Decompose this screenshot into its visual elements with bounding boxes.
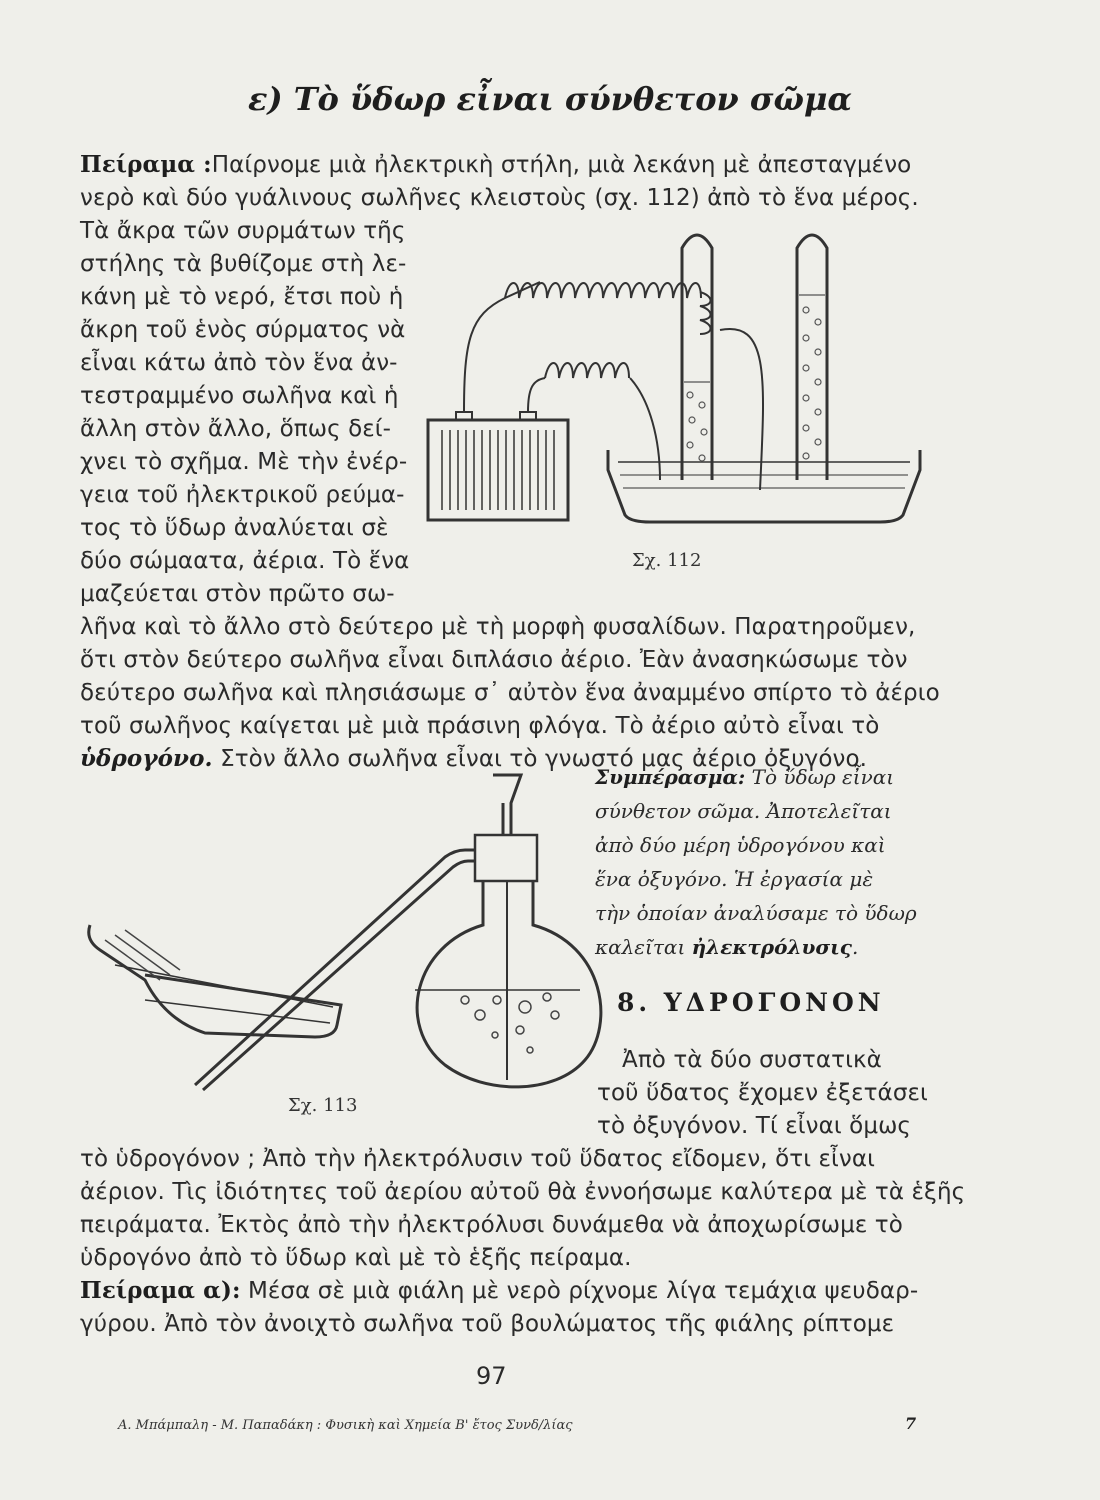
tube-right: [797, 235, 827, 480]
electrolysis-term: ἠλεκτρόλυσις: [691, 935, 852, 959]
paragraph-line: γεια τοῦ ἠλεκτρικοῦ ρεύμα-: [80, 482, 405, 508]
conclusion-label: Συμπέρασμα:: [595, 765, 746, 789]
conclusion-line: ἀπὸ δύο μέρη ὑδρογόνου καὶ: [595, 833, 886, 857]
paragraph-line: ἄλλη στὸν ἄλλο, ὅπως δεί-: [80, 416, 392, 442]
paragraph-line: νερὸ καὶ δύο γυάλινους σωλῆνες κλειστοὺς (σχ. 112) ἀπὸ τὸ ἕνα μέρος.: [80, 185, 919, 211]
funnel: [493, 775, 521, 835]
paragraph-line: πειράματα. Ἐκτὸς ἀπὸ τὴν ἠλεκτρόλυσι δυνάμεθα νὰ ἀποχωρίσωμε τὸ: [80, 1212, 903, 1238]
tube-left: [682, 235, 712, 480]
paragraph-line: λῆνα καὶ τὸ ἄλλο στὸ δεύτερο μὲ τὴ μορφὴ φυσαλίδων. Παρατηροῦμεν,: [80, 614, 916, 640]
paragraph-line: Πείραμα :Παίρνομε μιὰ ἠλεκτρικὴ στήλη, μιὰ λεκάνη μὲ ἀπεσταγμένο: [80, 151, 912, 178]
paragraph-line: ὑδρογόνο ἀπὸ τὸ ὕδωρ καὶ μὲ τὸ ἑξῆς πείραμα.: [80, 1245, 632, 1271]
flask: [417, 881, 601, 1087]
paragraph-line: γύρου. Ἀπὸ τὸν ἀνοιχτὸ σωλῆνα τοῦ βουλώματος τῆς φιάλης ρίπτομε: [80, 1311, 895, 1337]
footer-sheet-number: 7: [905, 1414, 917, 1433]
paragraph-line: ὑδρογόνο. Στὸν ἄλλο σωλῆνα εἶναι τὸ γνωστό μας ἀέριο ὀξυγόνο.: [80, 745, 868, 772]
experiment-a-label: Πείραμα α):: [80, 1277, 241, 1304]
paragraph-line: Ἀπὸ τὰ δύο συστατικὰ: [622, 1047, 882, 1073]
figure-113-caption: Σχ. 113: [288, 1095, 358, 1116]
basin: [608, 450, 920, 522]
conclusion-line: σύνθετον σῶμα. Ἀποτελεῖται: [595, 799, 892, 823]
section-heading-hydrogen: 8. ΥΔΡΟΓΟΝΟΝ: [617, 988, 885, 1017]
conclusion-line: καλεῖται ἠλεκτρόλυσις.: [595, 935, 859, 959]
paragraph-line: τοῦ ὕδατος ἔχομεν ἐξετάσει: [597, 1080, 928, 1106]
stopper: [475, 835, 537, 881]
hydrogen-term: ὑδρογόνο.: [80, 745, 213, 772]
figure-113-hydrogen-apparatus: [85, 775, 595, 1095]
paragraph-line: δεύτερο σωλῆνα καὶ πλησιάσωμε σ᾿ αὐτὸν ἕνα ἀναμμένο σπίρτο τὸ ἀέριο: [80, 680, 940, 706]
paragraph-line: τὸ ὀξυγόνον. Τί εἶναι ὅμως: [597, 1113, 912, 1139]
paragraph-line: ὅτι στὸν δεύτερο σωλῆνα εἶναι διπλάσιο ἀέριο. Ἐὰν ἀνασηκώσωμε τὸν: [80, 647, 908, 673]
paragraph-line: ἄκρη τοῦ ἑνὸς σύρματος νὰ: [80, 317, 406, 343]
paragraph-line: Πείραμα α): Μέσα σὲ μιὰ φιάλη μὲ νερὸ ρίχνομε λίγα τεμάχια ψευδαρ-: [80, 1277, 919, 1304]
paragraph-line: τὸ ὑδρογόνον ; Ἀπὸ τὴν ἠλεκτρόλυσιν τοῦ ὕδατος εἴδομεν, ὅτι εἶναι: [80, 1146, 876, 1172]
figure-112-electrolysis: [420, 220, 910, 540]
section-title: ε) Τὸ ὕδωρ εἶναι σύνθετον σῶμα: [248, 80, 852, 118]
paragraph-line: χνει τὸ σχῆμα. Μὲ τὴν ἐνέρ-: [80, 449, 408, 475]
paragraph-line: εἶναι κάτω ἀπὸ τὸν ἕνα ἀν-: [80, 350, 398, 376]
paragraph-line: ἀέριον. Τὶς ἰδιότητες τοῦ ἀερίου αὐτοῦ θὰ ἐννοήσωμε καλύτερα μὲ τὰ ἑξῆς: [80, 1179, 966, 1205]
page-number: 97: [476, 1362, 507, 1390]
paragraph-line: δύο σώμαατα, ἀέρια. Τὸ ἕνα: [80, 548, 410, 574]
experiment-label: Πείραμα :: [80, 151, 212, 178]
paragraph-line: κάνη μὲ τὸ νερό, ἔτσι ποὺ ἡ: [80, 284, 404, 310]
paragraph-line: μαζεύεται στὸν πρῶτο σω-: [80, 581, 395, 607]
conclusion-line: Συμπέρασμα: Τὸ ὕδωρ εἶναι: [595, 765, 895, 789]
figure-112-caption: Σχ. 112: [632, 550, 702, 571]
paragraph-line: τοῦ σωλῆνος καίγεται μὲ μιὰ πράσινη φλόγα. Τὸ ἀέριο αὐτὸ εἶναι τὸ: [80, 713, 880, 739]
paragraph-line: Τὰ ἄκρα τῶν συρμάτων τῆς: [80, 218, 406, 244]
paragraph-line: τος τὸ ὕδωρ ἀναλύεται σὲ: [80, 515, 389, 541]
footer-citation: Α. Μπάμπαλη - Μ. Παπαδάκη : Φυσικὴ καὶ Χημεία Β' ἔτος Συνδ/λίας: [118, 1418, 573, 1433]
conclusion-line: τὴν ὁποίαν ἀναλύσαμε τὸ ὕδωρ: [595, 901, 917, 925]
conclusion-line: ἕνα ὀξυγόνο. Ἡ ἐργασία μὲ: [595, 867, 874, 891]
paragraph-line: στήλης τὰ βυθίζομε στὴ λε-: [80, 251, 407, 277]
paragraph-line: τεστραμμένο σωλῆνα καὶ ἡ: [80, 383, 399, 409]
